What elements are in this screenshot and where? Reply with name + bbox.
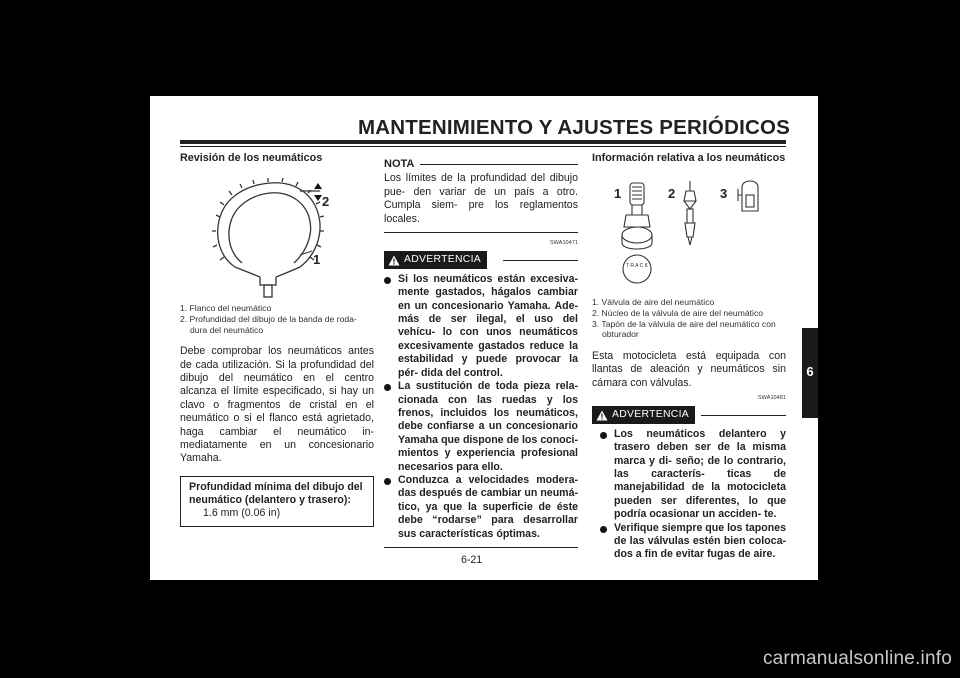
page-number: 6-21 [461,554,483,566]
note-rule [420,164,578,165]
warning-label: ADVERTENCIA [404,254,482,266]
list-item-text: Verifique siempre que los tapones de las válvulas estén bien coloca- dos a fin de evitar fugas de aire. [614,521,786,561]
list-item-text: Los neumáticos delantero y trasero deben ser de la misma marca y di- seño; de lo contrario, las caracterís- ticas de manejabilidad de la motocicleta pueden ser diferentes, lo que podría ocasionar un acciden- te. [614,427,786,521]
body-paragraph: Esta motocicleta está equipada con llantas de aleación y neumáticos sin cámara con válvulas. [592,349,786,389]
warning-badge [592,406,695,423]
caption-2: 2. Núcleo de la válvula de aire del neumático [592,308,764,318]
chapter-number: 6 [806,364,814,379]
tire-tread-illustration [180,171,374,301]
note-end-rule [384,232,578,233]
warning-end-rule [384,547,578,548]
page-title: MANTENIMIENTO Y AJUSTES PERIÓDICOS [357,116,790,139]
bullet-icon [600,432,607,439]
chapter-tab [802,328,818,418]
list-item-text: Conduzca a velocidades modera- das después de cambiar un neumá- tico, ya que la superficie de éste debe “rodarse” para desarrollar sus características óptimas. [398,473,578,540]
warning-rule [503,260,578,261]
note-text: Los límites de la profundidad del dibujo pue- den variar de un país a otro. Cumpla siem- pre los reglamentos locales. [384,172,578,225]
svg-text:T R A C K: T R A C K [626,263,648,270]
figure-label-1: 1 [614,186,622,202]
figure-label-1: 1 [313,252,321,268]
warning-code: SWA10471 [549,240,578,247]
figure-captions [592,297,786,339]
warning-label: ADVERTENCIA [612,409,690,421]
spec-title: Profundidad mínima del dibujo del neumático (delantero y trasero): [189,480,363,506]
warning-header [384,251,578,268]
column-2 [384,152,578,548]
list-item-text: Si los neumáticos están excesiva- mente gastados, hágalos cambiar en un concesionario Yamaha. Ade- más de ser ilegal, el uso del vehícu- lo con unos neumáticos excesivamente gastados reduce la estabilidad y puede provocar la pér- dida del control. [398,272,578,379]
spec-box [180,476,374,527]
figure-label-3: 3 [720,186,728,202]
warning-triangle-icon [388,255,400,266]
header-rule-thin [180,146,786,147]
warning-list [384,273,578,541]
column-1 [180,152,374,527]
caption-2: 2. Profundidad del dibujo de la banda de roda- dura del neumático [180,314,357,335]
caption-3: 3. Tapón de la válvula de aire del neumático con obturador [592,318,776,340]
bullet-icon [600,526,607,533]
body-paragraph: Debe comprobar los neumáticos antes de cada utilización. Si la profundidad del dibujo del neumático en el centro alcanza el límite especificado, si hay un clavo o fragmentos de cristal en el neumático o si el flanco está agrietado, haga cambiar el neumático in- mediatamente en un concesionario Yamaha. [180,345,374,465]
spec-value: 1.6 mm (0.06 in) [203,506,281,519]
list-item [384,474,578,541]
warning-header [592,406,786,423]
section-heading: Revisión de los neumáticos [180,152,323,164]
column-3 [592,152,786,562]
warning-list [592,428,786,562]
valve-figure [592,171,786,287]
list-item [600,428,786,522]
header-rule [180,140,786,144]
figure-captions [180,303,374,335]
section-heading: Información relativa a los neumáticos [592,152,786,164]
warning-badge [384,251,487,268]
list-item [600,522,786,562]
warning-triangle-icon [596,410,608,421]
bullet-icon [384,478,391,485]
warning-rule [701,415,786,416]
figure-label-2: 2 [322,194,330,210]
tire-figure [180,171,374,301]
list-item-text: La sustitución de toda pieza rela- cionada con las ruedas y los frenos, incluidos los neumáticos, debe confiarse a un concesionario Yamaha que dispone de los conoci- mientos y experiencia profesional necesarios para ello. [398,380,578,473]
warning-code: SWA10481 [757,395,786,401]
list-item [384,273,578,380]
caption-1: 1. Flanco del neumático [180,303,272,314]
bullet-icon [384,277,391,284]
list-item [384,380,578,474]
figure-label-2: 2 [668,186,676,202]
bullet-icon [384,384,391,391]
watermark: carmanualsonline.info [762,648,952,669]
note-label: NOTA [384,158,415,170]
caption-1: 1. Válvula de aire del neumático [592,297,715,308]
note-header [384,158,578,171]
